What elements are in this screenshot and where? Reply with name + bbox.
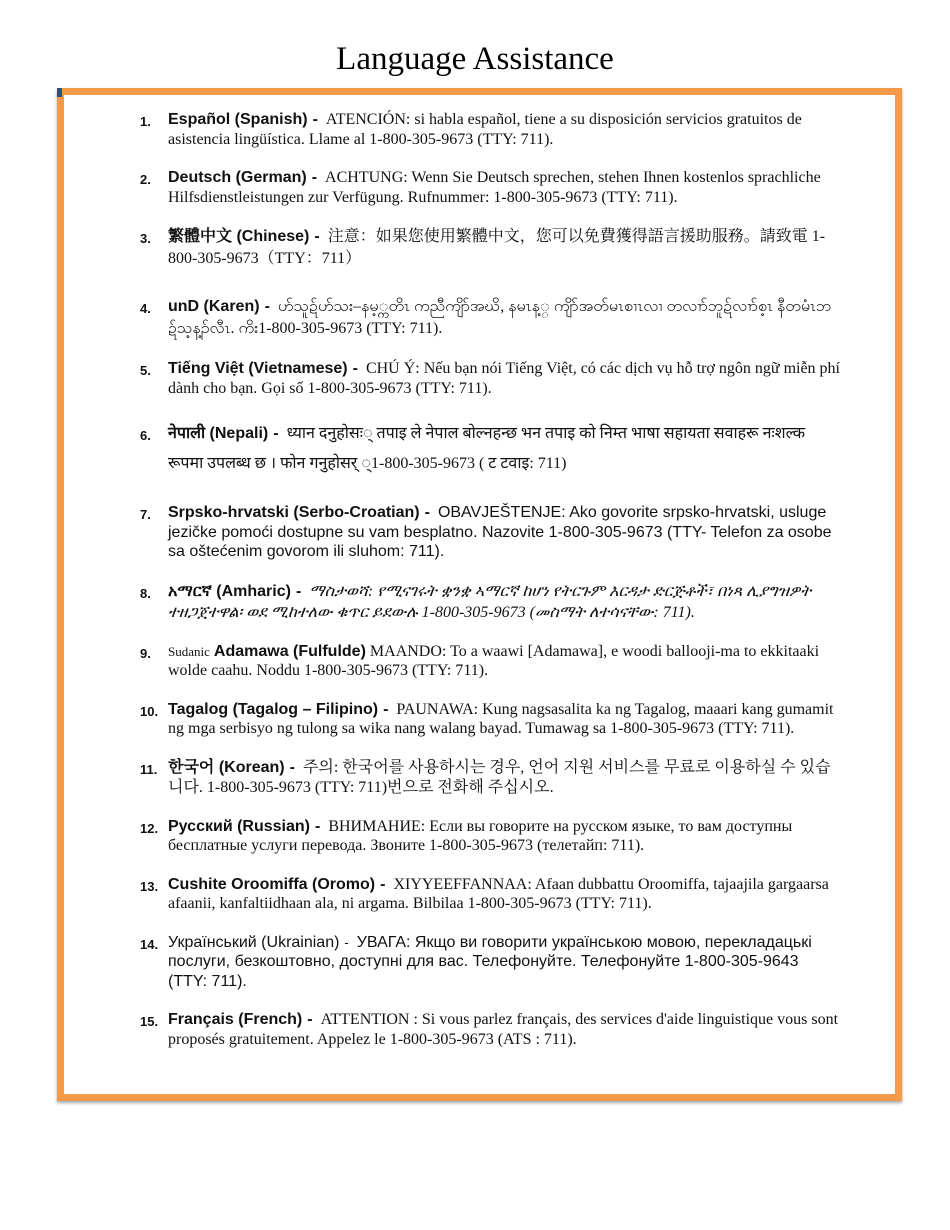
notice-text: ဟ်သူဍ်ဟ်သး–နမ့္ကတိၤ ကညီကျိာ်အဃိ, နမၤန့္ ကျိာ်အတ်မၤစၢၤလၢ တလၢာ်ဘူဍ်လၢာ်စ့ၤ နီတမံၤဘဍ်သ့န့ၣ်လီၤ. ကိး1-800-305-9673 (TTY: 711). (168, 298, 832, 337)
item-number: 8. (140, 585, 151, 601)
language-name: Español (Spanish) (168, 111, 308, 128)
separator: - (311, 169, 318, 186)
language-name: 한국어 (Korean) (168, 758, 285, 776)
list-item-chinese (140, 226, 840, 270)
notice-text: 注意：如果您使用繁體中文，您可以免費獲得語言援助服務。請致電 1-800-305-9673（TTY：711） (168, 228, 826, 267)
item-number: 15. (140, 1014, 159, 1029)
item-number: 3. (140, 231, 151, 246)
notice-text: MAANDO: To a waawi [Adamawa], e woodi ballooji-ma to ekkitaaki wolde caahu. Noddu 1-800-305-9673 (TTY: 711). (168, 642, 820, 679)
list-item-amharic (140, 581, 840, 623)
language-name: Adamawa (Fulfulde) (213, 642, 366, 660)
notice-text: PAUNAWA: Kung nagsasalita ka ng Tagalog, maaari kang gumamit ng mga serbisyo ng tulong sa wika nang walang bayad. Tumawag sa 1-800-305-9673 (TTY: 711). (168, 700, 834, 737)
language-name: Русский (Russian) (168, 817, 310, 835)
separator: - (352, 360, 358, 377)
separator: - (380, 875, 386, 893)
separator: - (264, 298, 270, 315)
language-name: 繁體中文 (Chinese) (168, 228, 310, 245)
list-item-spanish (140, 110, 840, 149)
separator: - (273, 425, 279, 442)
item-number: 2. (140, 172, 151, 187)
language-name: Deutsch (German) (168, 169, 307, 186)
list-item-vietnamese (140, 359, 840, 398)
notice-text: ВНИМАНИЕ: Если вы говорите на русском языке, то вам доступны бесплатные услуги перевода. Звоните 1-800-305-9673 (телетайп: 711). (168, 817, 793, 854)
list-item-german (140, 168, 840, 207)
separator: - (295, 582, 302, 600)
notice-text: OBAVJEŠTENJE: Ako govorite srpsko-hrvatski, usluge jezičke pomoći dostupne su vam besplatno. Nazovite 1-800-305-9673 (TTY- Telefon za osobe sa oštećenim govorom ili sluhom: 711). (168, 504, 832, 560)
list-item-oromo (140, 875, 840, 914)
separator: - (383, 700, 389, 718)
list-item-serbo-croatian (140, 503, 840, 562)
notice-text: ध्यान दनुहोसः् तपाइ ले नेपाल बोल्नहन्छ भन तपाइ को निम्त भाषा सहायता सवाहरू नःशल्क रूपमा उपलब्ध छ । फोन गनुहोसर् ्1-800-305-9673 ( ट टवाइ: 711) (168, 425, 806, 472)
notice-text: XIYYEEFFANNAA: Afaan dubbattu Oroomiffa, tajaajila gargaarsa afaanii, kanfaltiidhaan ala, ni argama. Bilbilaa 1-800-305-9673 (TTY: 711). (168, 875, 829, 912)
list-item-korean (140, 758, 840, 798)
item-number: 4. (140, 301, 151, 316)
notice-text: ማስታወሻ: የሚናገሩት ቋንቋ ኣማርኛ ከሆነ የትርጉም እርዳታ ድርጅቶች፣ በነጻ ሊያግዝዎት ተዘጋጀተዋል፡ ወደ ሚከተለው ቁጥር ይደውሉ 1-800-305-9673 (መስማት ለተሳናቸው: 711). (168, 582, 812, 621)
item-number: 9. (140, 645, 151, 661)
separator: - (307, 1011, 313, 1028)
language-list (140, 110, 840, 1049)
list-item-karen (140, 296, 840, 340)
item-number: 12. (140, 820, 159, 836)
item-number: 7. (140, 507, 151, 522)
notice-text: ACHTUNG: Wenn Sie Deutsch sprechen, stehen Ihnen kostenlos sprachliche Hilfsdienstleistungen zur Verfügung. Rufnummer: 1-800-305-9673 (TTY: 711). (168, 169, 821, 206)
list-item-tagalog (140, 700, 840, 739)
list-item-fulfulde (140, 642, 840, 681)
language-name: አማርኛ (Amharic) (168, 582, 291, 600)
language-name: Cushite Oroomiffa (Oromo) (168, 875, 376, 893)
page-title: Language Assistance (336, 41, 614, 77)
notice-text: ATTENTION : Si vous parlez français, des services d'aide linguistique vous sont proposés gratuitement. Appelez le 1-800-305-9673 (ATS : 711). (168, 1011, 839, 1048)
item-number: 6. (140, 428, 151, 443)
item-number: 13. (140, 878, 159, 894)
item-number: 10. (140, 703, 159, 719)
notice-text: CHÚ Ý: Nếu bạn nói Tiếng Việt, có các dịch vụ hỗ trợ ngôn ngữ miễn phí dành cho bạn. Gọi số 1-800-305-9673 (TTY: 711). (168, 360, 840, 397)
language-name: Tiếng Việt (Vietnamese) (168, 360, 348, 377)
notice-text: ATENCIÓN: si habla español, tiene a su disposición servicios gratuitos de asistencia lingüística. Llame al 1-800-305-9673 (TTY: 711). (168, 111, 802, 148)
list-item-french (140, 1010, 840, 1049)
list-item-nepali (140, 419, 840, 479)
separator: - (289, 758, 295, 776)
item-number: 11. (140, 761, 158, 777)
language-name: Srpsko-hrvatski (Serbo-Croatian) (168, 504, 420, 521)
list-item-russian (140, 817, 840, 856)
item-number: 14. (140, 936, 159, 952)
separator: - (312, 111, 318, 128)
notice-text: 주의: 한국어를 사용하시는 경우, 언어 지원 서비스를 무료로 이용하실 수 있습니다. 1-800-305-9673 (TTY: 711)번으로 전화해 주십시오. (168, 758, 831, 796)
corner-mark (57, 88, 62, 97)
notice-text: УВАГА: Якщо ви говорити українською мовою, перекладацькі послуги, безкоштовно, доступні для вас. Телефонуйте. Телефонуйте 1-800-305-9643 (TTY: 711). (168, 933, 812, 990)
separator: - (344, 934, 349, 950)
item-number: 5. (140, 363, 151, 378)
separator: - (424, 504, 430, 521)
list-item-ukrainian (140, 933, 840, 992)
language-name: Français (French) (168, 1011, 303, 1028)
language-name: नेपाली (Nepali) (168, 425, 269, 442)
separator: - (315, 817, 321, 835)
item-number: 1. (140, 114, 151, 129)
language-name: unD (Karen) (168, 298, 260, 315)
language-name: Tagalog (Tagalog – Filipino) (168, 700, 379, 718)
language-name: Український (Ukrainian) (168, 933, 340, 951)
language-prefix: Sudanic (168, 643, 210, 659)
separator: - (314, 228, 320, 245)
